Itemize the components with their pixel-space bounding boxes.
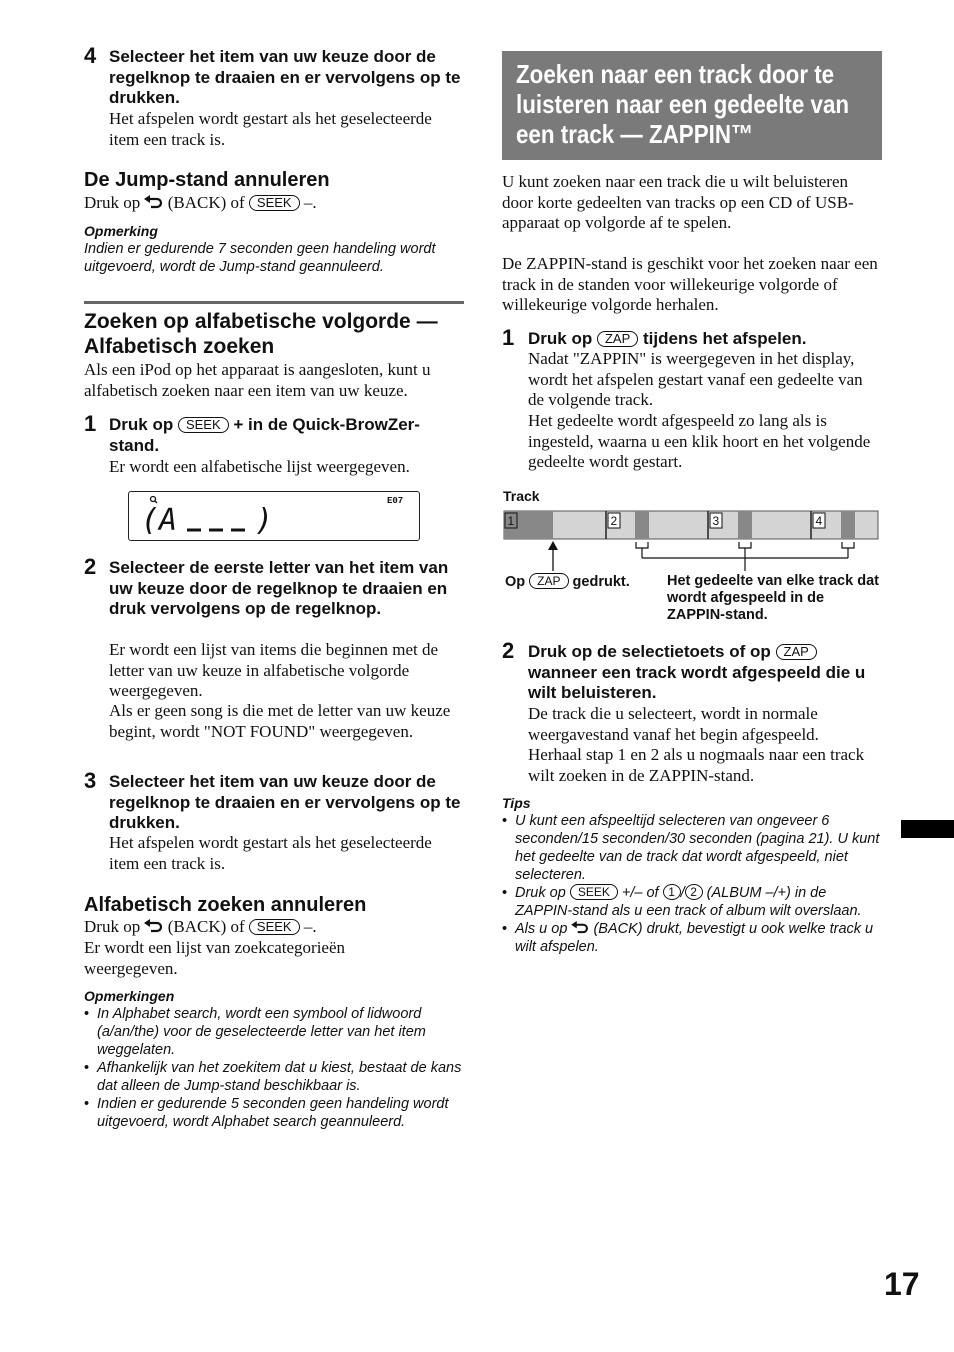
lcd-bracket-close: )	[255, 503, 274, 538]
tip-item	[502, 884, 882, 920]
text: (ALBUM –/+) in de ZAPPIN-stand als u een track of album wilt overslaan.	[515, 885, 862, 919]
text: /	[680, 885, 685, 901]
note-item: • Indien er gedurende 5 seconden geen handeling wordt uitgevoerd, wordt Alphabet search geannuleerd.	[84, 1095, 464, 1131]
text: wanneer een track wordt afgespeeld die u wilt beluisteren.	[528, 662, 866, 702]
seek-button-label: SEEK	[249, 195, 300, 211]
alpha-cancel-body: Er wordt een lijst van zoekcategorieën weergegeven.	[84, 938, 346, 978]
diagram-label-right: Het gedeelte van elke track dat wordt afgespeeld in de ZAPPIN-stand.	[667, 573, 879, 623]
text: Op	[505, 574, 526, 590]
text: Druk op	[109, 415, 174, 434]
section-intro: Als een iPod op het apparaat is aangesloten, kunt u alfabetisch zoeken naar een item van uw keuze.	[84, 360, 431, 400]
page-number: 17	[884, 1266, 920, 1302]
lcd-indicator: E07	[387, 496, 404, 506]
step-title: Selecteer het item van uw keuze door de regelknop te draaien en er vervolgens op te drukken.	[109, 47, 461, 107]
banner-title: Zoeken naar een track door te luisteren naar een gedeelte van een track — ZAPPIN™	[516, 59, 850, 149]
zap-button-label: ZAP	[776, 644, 817, 660]
text: gedrukt.	[572, 574, 630, 590]
tips-list	[502, 812, 882, 956]
step-body: Het gedeelte wordt afgespeeld zo lang als is ingesteld, waarna u een klik hoort en het volgende gedeelte wordt gestart.	[528, 411, 871, 471]
step-number: 1	[502, 325, 515, 350]
track-number: 4	[815, 514, 823, 528]
seek-button-label: SEEK	[178, 417, 229, 433]
seek-button-label: SEEK	[249, 919, 300, 935]
track-2-segment	[635, 511, 649, 539]
text: –.	[303, 193, 317, 212]
step-body: De track die u selecteert, wordt in normale weergavestand vanaf het begin afgespeeld.	[528, 704, 819, 744]
step-body: Er wordt een alfabetische lijst weergegeven.	[109, 457, 410, 476]
lcd-letter: A	[159, 503, 178, 538]
step-body: Als er geen song is die met de letter van uw keuze begint, wordt "NOT FOUND" weergegeven.	[109, 701, 451, 741]
alpha-cancel-heading: Alfabetisch zoeken annuleren	[84, 894, 367, 916]
step-body: Nadat "ZAPPIN" is weergegeven in het display, wordt het afspelen gestart vanaf een gedeelte van de volgende track.	[528, 349, 863, 409]
step-title	[109, 415, 464, 456]
section-banner	[502, 51, 882, 160]
notes-list	[84, 1005, 464, 1131]
track-4-segment	[841, 511, 855, 539]
step-title	[528, 329, 882, 350]
text: Druk op de selectietoets of op	[528, 642, 771, 661]
jump-cancel-text	[84, 193, 464, 214]
zappin-intro: U kunt zoeken naar een track die u wilt beluisteren door korte gedeelten van tracks op een CD of USB-apparaat op volgorde af te spelen.	[502, 172, 854, 232]
step-body: Het afspelen wordt gestart als het geselecteerde item een track is.	[109, 109, 432, 149]
step-body: Herhaal stap 1 en 2 als u nogmaals naar een track wilt zoeken in de ZAPPIN-stand.	[528, 745, 865, 785]
track-number: 2	[610, 514, 618, 528]
tip-item	[502, 920, 882, 956]
text: (BACK) drukt, bevestigt u ook welke track u wilt afspelen.	[515, 921, 874, 955]
step-number: 3	[84, 768, 97, 793]
text: Druk op	[84, 193, 141, 212]
text: + in de Quick-BrowZer-stand.	[109, 415, 420, 455]
alpha-cancel-text	[84, 917, 464, 938]
step-number: 1	[84, 411, 97, 436]
text: Druk op	[84, 917, 141, 936]
text: tijdens het afspelen.	[643, 329, 807, 348]
zap-button-label: ZAP	[529, 573, 568, 589]
step-number: 2	[84, 554, 97, 579]
jump-cancel-heading: De Jump-stand annuleren	[84, 169, 330, 191]
note-item: • Afhankelijk van het zoekitem dat u kiest, bestaat de kans dat alleen de Jump-stand beschikbaar is.	[84, 1059, 464, 1095]
seek-button-label: SEEK	[570, 884, 618, 900]
text: Druk op	[528, 329, 593, 348]
lcd-bracket-open: (	[141, 503, 160, 538]
note-heading: Opmerking	[84, 223, 158, 239]
tips-heading: Tips	[502, 795, 531, 811]
back-arrow-icon	[144, 919, 163, 933]
step-title	[528, 642, 882, 704]
step-number: 2	[502, 638, 515, 663]
text: (BACK) of	[167, 917, 245, 936]
step-body: Er wordt een lijst van items die beginnen met de letter van uw keuze in alfabetische volgorde weergegeven.	[109, 640, 439, 700]
diagram-label-left	[505, 573, 665, 591]
text: Druk op	[515, 885, 566, 901]
lcd-display-graphic	[129, 492, 419, 540]
page-edge-tab	[901, 820, 954, 838]
lcd-display	[128, 491, 420, 541]
track-3-segment	[738, 511, 752, 539]
zap-button-label: ZAP	[597, 331, 638, 347]
step-title: Selecteer de eerste letter van het item van uw keuze door de regelknop te draaien en druk vervolgens op de regelknop.	[109, 558, 449, 618]
number-1-button-label: 1	[663, 884, 681, 900]
diagram-track-label: Track	[503, 488, 540, 504]
notes-heading: Opmerkingen	[84, 988, 175, 1004]
step-title: Selecteer het item van uw keuze door de regelknop te draaien en er vervolgens op te drukken.	[109, 772, 461, 832]
zappin-intro: De ZAPPIN-stand is geschikt voor het zoeken naar een track in de standen voor willekeurige volgorde of willekeurige volgorde herhalen.	[502, 254, 878, 314]
text: +/– of	[621, 885, 659, 901]
back-arrow-icon	[571, 921, 589, 934]
section-divider	[84, 301, 464, 304]
text: Als u op	[515, 921, 568, 937]
note-text: Indien er gedurende 7 seconden geen handeling wordt uitgevoerd, wordt de Jump-stand geannuleerd.	[84, 241, 436, 275]
step-body: Het afspelen wordt gestart als het geselecteerde item een track is.	[109, 833, 432, 873]
track-number: 1	[507, 514, 515, 528]
tip-item: • U kunt een afspeeltijd selecteren van ongeveer 6 seconden/15 seconden/30 seconden (pagina 21). U kunt het gedeelte van de track dat wordt afgespeeld, niet selecteren.	[502, 812, 882, 884]
zappin-diagram	[502, 508, 880, 583]
text: (BACK) of	[167, 193, 245, 212]
back-arrow-icon	[144, 195, 163, 209]
text: –.	[303, 917, 317, 936]
track-number: 3	[712, 514, 720, 528]
step-number: 4	[84, 43, 97, 68]
section-heading: Zoeken op alfabetische volgorde — Alfabetisch zoeken	[84, 310, 438, 358]
number-2-button-label: 2	[685, 884, 703, 900]
note-item: • In Alphabet search, wordt een symbool of lidwoord (a/an/the) voor de geselecteerde letter van het item weggelaten.	[84, 1005, 464, 1059]
